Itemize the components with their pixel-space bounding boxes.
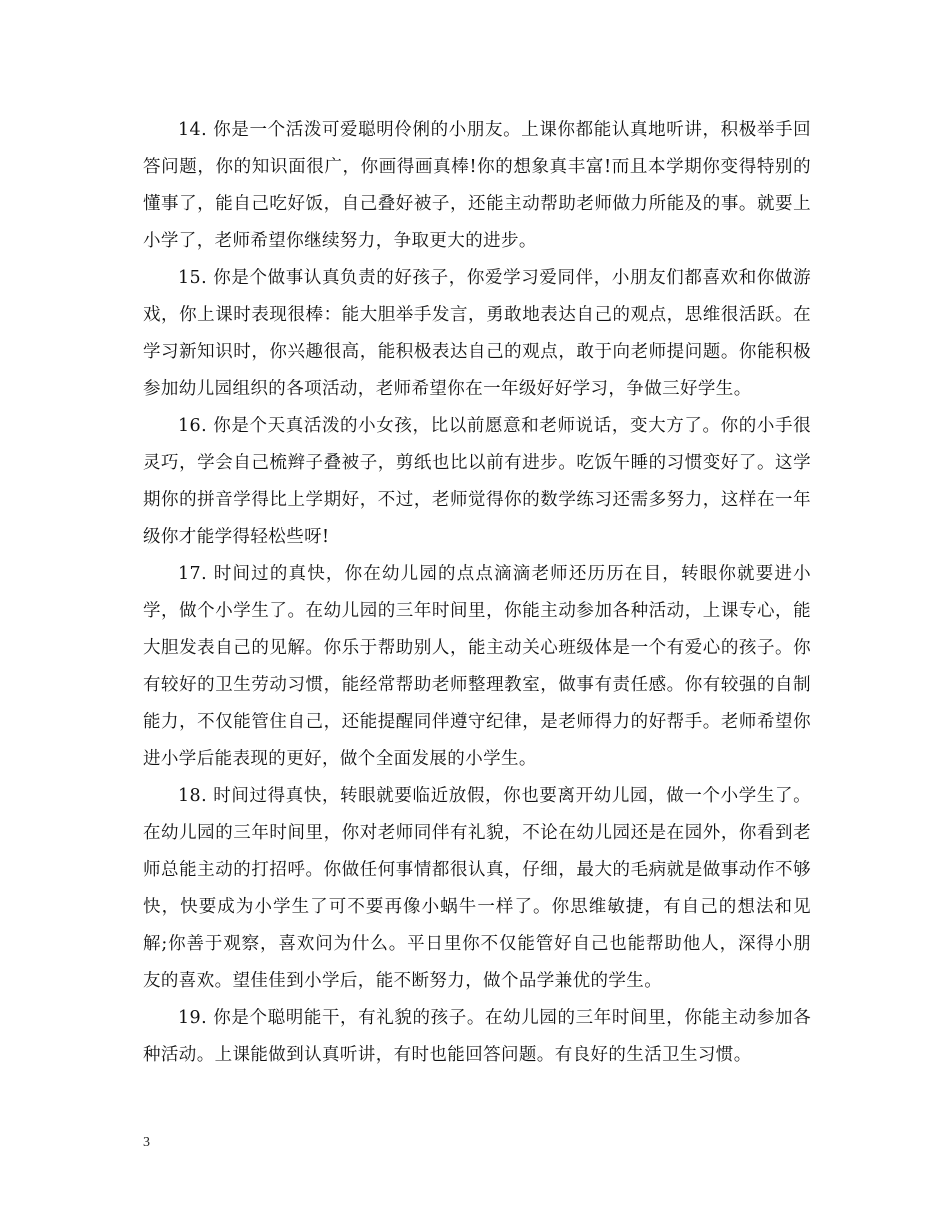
paragraph-16: 16. 你是个天真活泼的小女孩，比以前愿意和老师说话，变大方了。你的小手很灵巧，学会自己梳辫子叠被子，剪纸也比以前有进步。吃饭午睡的习惯变好了。这学期你的拼音学得比上学期好，不过，老师觉得你的数学练习还需多努力，这样在一年级你才能学得轻松些呀!	[143, 416, 811, 547]
paragraph-15: 15. 你是个做事认真负责的好孩子，你爱学习爱同伴，小朋友们都喜欢和你做游戏，你上课时表现很棒：能大胆举手发言，勇敢地表达自己的观点，思维很活跃。在学习新知识时，你兴趣很高，能积极表达自己的观点，敢于向老师提问题。你能积极参加幼儿园组织的各项活动，老师希望你在一年级好好学习，争做三好学生。	[143, 268, 811, 399]
paragraph-19: 19. 你是个聪明能干，有礼貌的孩子。在幼儿园的三年时间里，你能主动参加各种活动。上课能做到认真听讲，有时也能回答问题。有良好的生活卫生习惯。	[143, 1008, 811, 1065]
paragraph-18: 18. 时间过得真快，转眼就要临近放假，你也要离开幼儿园，做一个小学生了。在幼儿园的三年时间里，你对老师同伴有礼貌，不论在幼儿园还是在园外，你看到老师总能主动的打招呼。你做任何事情都很认真，仔细，最大的毛病就是做事动作不够快，快要成为小学生了可不要再像小蜗牛一样了。你思维敏捷，有自己的想法和见解;你善于观察，喜欢问为什么。平日里你不仅能管好自己也能帮助他人，深得小朋友的喜欢。望佳佳到小学后，能不断努力，做个品学兼优的学生。	[143, 786, 811, 991]
paragraph-17: 17. 时间过的真快，你在幼儿园的点点滴滴老师还历历在目，转眼你就要进小学，做个小学生了。在幼儿园的三年时间里，你能主动参加各种活动，上课专心，能大胆发表自己的见解。你乐于帮助别人，能主动关心班级体是一个有爱心的孩子。你有较好的卫生劳动习惯，能经常帮助老师整理教室，做事有责任感。你有较强的自制能力，不仅能管住自己，还能提醒同伴遵守纪律，是老师得力的好帮手。老师希望你进小学后能表现的更好，做个全面发展的小学生。	[143, 564, 811, 769]
body-text	[143, 112, 811, 1074]
paragraph-14: 14. 你是一个活泼可爱聪明伶俐的小朋友。上课你都能认真地听讲，积极举手回答问题，你的知识面很广，你画得画真棒!你的想象真丰富!而且本学期你变得特别的懂事了，能自己吃好饭，自己叠好被子，还能主动帮助老师做力所能及的事。就要上小学了，老师希望你继续努力，争取更大的进步。	[143, 120, 811, 251]
page-number: 3	[143, 1135, 150, 1150]
